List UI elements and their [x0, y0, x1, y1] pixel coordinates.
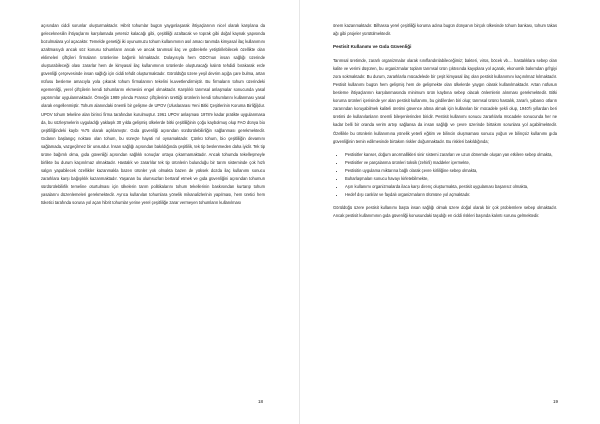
- left-page-content: [41, 22, 265, 212]
- list-item: • Buharlaşmaları sonucu havayı kirletebilmekte,: [345, 175, 557, 183]
- list-item: • Pestisitler ve parçalanma ürünleri toksik (zehirli) maddeler içermekte,: [345, 159, 557, 167]
- right-page-content: [333, 22, 557, 225]
- page-number: 18: [258, 399, 264, 404]
- list-item: • Hedef dışı canlılar ve faydalı organizmaların ölümüne yol açmaktadır.: [345, 191, 557, 199]
- list-item: • Aşırı kullanımı organizmalarda ilaca karşı direnç oluşturmakta, pestisit uygulaması başarısız olmakta,: [345, 183, 557, 191]
- intro-paragraph: önem kazanmaktadır. Bilhassa yerel çeşitliliği koruma adına bugün dünyanın birçok ülkesinde tohum bankası, tohum takas ağı gibi projeler yürütülmektedir.: [333, 23, 557, 37]
- body-paragraph: Tarımsal üretimde, zararlı organizmalar olarak sınıflandırılabileceğimiz; bakteri, virüs, böcek vb.... hastalıklara sebep olan kalite ve verimi düşüren, bu organizmalar toplam tarımsal ürün çıktısında kayıplara yol açarak, ekonomik bakımdan gıfrgiyi zora sokmaktadır. Bu durum, zararlılarla mücadelede bir çeşit kimyasal ilaç olan pestisit kullanımını kaçınılmaz kılmaktadır. Pestisit kullanımı bugün hem gelişmiş hem de gelişmekte olan ülkelerde yaygın olarak kullanılmaktadır. Artan nüfusun besleme ihtiyaçlarının karşılanmasında minimum ürün kaybına sebep olacak önlemlerin alınması gerekmektedir. Bitki koruma ürünleri içerisinde yer alan pestisit kullanımı, bu girdilerden biri olup; tarımsal ürünü hastalık, zararlı, yabancı otların zararından koruyabilmek kaliteli üretimi güvence altına almak için kullanılan bir mücadele şekli olup, 1940'lı yıllardan beri üretimi de kullanılanların önemli bileşenlerinden biridir. Pestisit kullanımı sonucu zararlılarla mücadele sonucunda her ne kadar belli bir oranda verim artışı sağlansa da insan sağlığı ve çevre üzerinde birtakım sorunlara yol açabilmektedir. Özellikle bu ürünlerin kullanımına yönelik yeterli eğitim ve bilincin oluşmaması sonucu yoğun ve bilinçsiz kullanımı gıda güvenliğinin temin edilmesinde birtakım riskler doğurmaktadır. Bu riskleri bakıldığında;: [333, 58, 557, 144]
- section-heading: Pestisit Kullanımı ve Gıda Güvenliği: [333, 44, 412, 50]
- list-item: • Pestisitin uygulama miktarına bağlı olarak çevre kirliliğine sebep olmakta,: [345, 167, 557, 175]
- closing-paragraph: Görüldüğü üzere pestisit kullanımı başta insan sağlığı olmak üzere doğal olarak bir çok problemlere sebep olmaktadır. Ancak pestisit kullanımının gıda güvenliği konusundaki taşıdığı en ciddi riskleri başında kalıntı sorunu gelmektedir.: [333, 204, 557, 218]
- page-number: 19: [553, 399, 559, 404]
- body-paragraph: açısından ciddi sorunlar oluşturmaktadır. Hibrit tohumlar bugün yaygınlaşarak ihtiyaçlarının nicel olarak karşılana da geleceknesilin ihtiyaçlarını karşılamada yetersiz kalacağı gibi, çeşitliliği azaltacak ve toprak gibi doğal kaynak yapısında bozulmalara yol açacaktır. Temelde genetiği iki oyunumuzu tohum kullanımının asıl amacı tanımda kimyasal ilaç kullanımını azaltmasıydı ancak söz konusu tohumların ancak ve ancak tanımsal ilaç ve gübrelerle yetiştirilebilecek özellikte olan eklimeleri çiftçileri firmaların ürünlerine bağımlı kılmaktadır. Dolayısıyla hem GDO'nun insan sağlığı üzerinde oluşturabileceği olası zararlar hem de kimyasal ilaç kullanımının ürünlerde oluşturacağı kalıntı tehdidi bırakarak erde güvenliği çerçevesinde insan sağlığı için ciddi tehdit oluşturmaktadır. Görüldüğü üzere yeşil devrim açığa çare bulma, artan nüfusu besleme amacıyla yola çıkarak tohum firmalarının tekelini kuvvetlendirmiştir. Bu firmaların tohum üzerindeki egemenliği, yerel çiftçilerin kendi tohumlarını ekmesini engel olmaktadır. Karşılıklı tarımsal anlaşmalar sonucunda yasal yaptırımlar uygulanmaktadır. Örneğin 1989 yılında Fransız çiftçilerinin ürettiği ürünlerin kendi tohumlarını kullanması yasal olarak engellenmiştir. Tohum alanındaki önemli bir gelişme de UPOV (Uluslararası Yeni Bitki Çeşitlerinin Koruma Birliği)dur. UPOV tohum tekeline alan birinci firma tarafından kurulmuştur. 1961 UPOV anlaşması 1978'e kadar pratikte uygulanmasa da, bu sözleşmelerin uyguladığı yaklaşık 30 yılda gelişmiş ülkelerde bitki çeşitliliğinin çoğu kaybolmuş olup FAO dünya bio çeşitliliğindeki kaybı %75 olarak açıklamıştır. Gıda güvenliği açısından sürdürülebilirliğin sağlanması gerekmektedir. Gıdanın başlangıç noktası olan tohum, bu süreçte hayati rol oynamaktadır. Çünkü tohum, bio çeşitliliğin devamını sağlamada, vazgeçilmez bir unsurdur. İnsan sağlığı açısından bakıldığında çeşitlilik, tek tip beslenmeden daha iyidir. Tek tip ürüne bağımlı olma, gıda güvenliği açısından sağlıklı sonuçlar ortaya çıkarmamaktadır. Ancak tohumda tekelleşmeyle birlikte bu durum kaçınılmaz olmaktadır. Hastalık ve zararlılar tek tip ürünlerin bulunduğu bir tarım sisteminde çok hızlı salgın yapabilecek özellikler kazanmakla bazen ürünler yok olmakta bazen de yüksek dozda ilaç kullanımı sonucu zararlılara karşı bağışıklık kazanmaktadır. Yaşanan bu olumsuzları bertaraf etmek ve gıda güvenliğini açısından tohumun sürdürülebilirlik temeline oturtulması için ülkelerin tarım politikalarını tohum tekellerinin baskısından kurtarıp tohum yasalarını düzenlemeleri gerekmektedir. Ayrıca kullanılan tohumlara yönelik mikanalizlerinin yapılması, hem üretici hem tüketici tarafında soruna yol açan hibrit tohumlar yerine yerel çeşitliliğe zarar vermeyen tohumların kullanılması: [41, 23, 265, 206]
- risk-list: [333, 151, 557, 199]
- right-page: [300, 0, 600, 424]
- list-item: • Pestisitler kanser, doğum anormallikleri sinir sistemi zararları ve uzun dönemde oluşan yan etkilere sebep olmakta,: [345, 151, 557, 159]
